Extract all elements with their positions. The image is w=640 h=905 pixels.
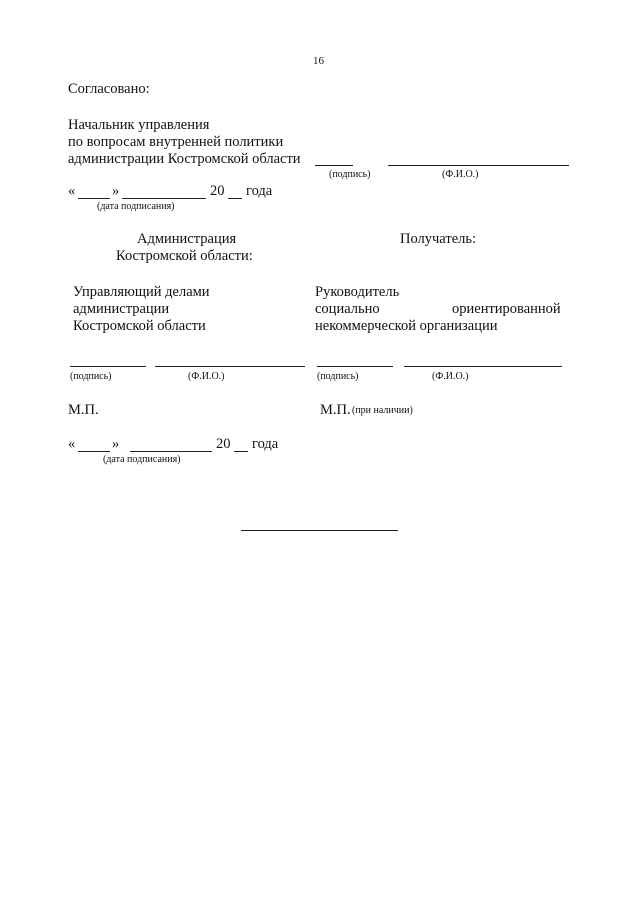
right-party-seal: М.П. <box>320 402 351 418</box>
left-party-name-line <box>155 366 305 367</box>
left-party-title-line1: Администрация <box>137 231 237 247</box>
left-party-date-day-line <box>78 451 110 452</box>
approval-date-caption: (дата подписания) <box>97 201 175 212</box>
approval-date-open-quote: « <box>68 183 76 199</box>
right-party-seal-note: (при наличии) <box>352 405 413 416</box>
left-party-seal: М.П. <box>68 402 99 418</box>
right-party-position-line1: Руководитель <box>315 284 400 300</box>
left-party-position-line3: Костромской области <box>73 318 206 334</box>
left-party-name-caption: (Ф.И.О.) <box>188 371 225 382</box>
approval-year-suffix: года <box>246 183 273 199</box>
left-party-date-open-quote: « <box>68 436 76 452</box>
right-party-title: Получатель: <box>400 231 477 247</box>
left-party-year-suffix: года <box>252 436 279 452</box>
left-party-date-caption: (дата подписания) <box>103 454 181 465</box>
left-party-position-line1: Управляющий делами <box>73 284 210 300</box>
approval-name-caption: (Ф.И.О.) <box>442 169 479 180</box>
approval-position-line2: по вопросам внутренней политики <box>68 134 284 150</box>
closing-separator-line <box>241 530 398 531</box>
approval-year-line <box>228 198 242 199</box>
left-party-title-line2: Костромской области: <box>116 248 253 264</box>
right-party-signature-caption: (подпись) <box>317 371 359 382</box>
right-party-position-line3: некоммерческой организации <box>315 318 498 334</box>
right-party-position-line2-word1: социально <box>315 301 380 317</box>
approval-name-line <box>388 165 569 166</box>
right-party-position-line2-word2: ориентированной <box>452 301 561 317</box>
left-party-year-line <box>234 451 248 452</box>
approval-date-day-line <box>78 198 110 199</box>
left-party-signature-caption: (подпись) <box>70 371 112 382</box>
approval-signature-line <box>315 165 353 166</box>
left-party-date-month-line <box>130 451 212 452</box>
approval-position-line3: администрации Костромской области <box>68 151 301 167</box>
right-party-signature-line <box>317 366 393 367</box>
approval-date-close-quote: » <box>112 183 120 199</box>
left-party-position-line2: администрации <box>73 301 170 317</box>
approval-signature-caption: (подпись) <box>329 169 371 180</box>
left-party-date-close-quote: » <box>112 436 120 452</box>
right-party-name-line <box>404 366 562 367</box>
approval-year-prefix: 20 <box>210 183 225 199</box>
approval-date-month-line <box>122 198 206 199</box>
left-party-signature-line <box>70 366 146 367</box>
left-party-year-prefix: 20 <box>216 436 231 452</box>
approval-heading: Согласовано: <box>68 81 150 97</box>
right-party-name-caption: (Ф.И.О.) <box>432 371 469 382</box>
approval-position-line1: Начальник управления <box>68 117 210 133</box>
page-number: 16 <box>313 55 324 67</box>
